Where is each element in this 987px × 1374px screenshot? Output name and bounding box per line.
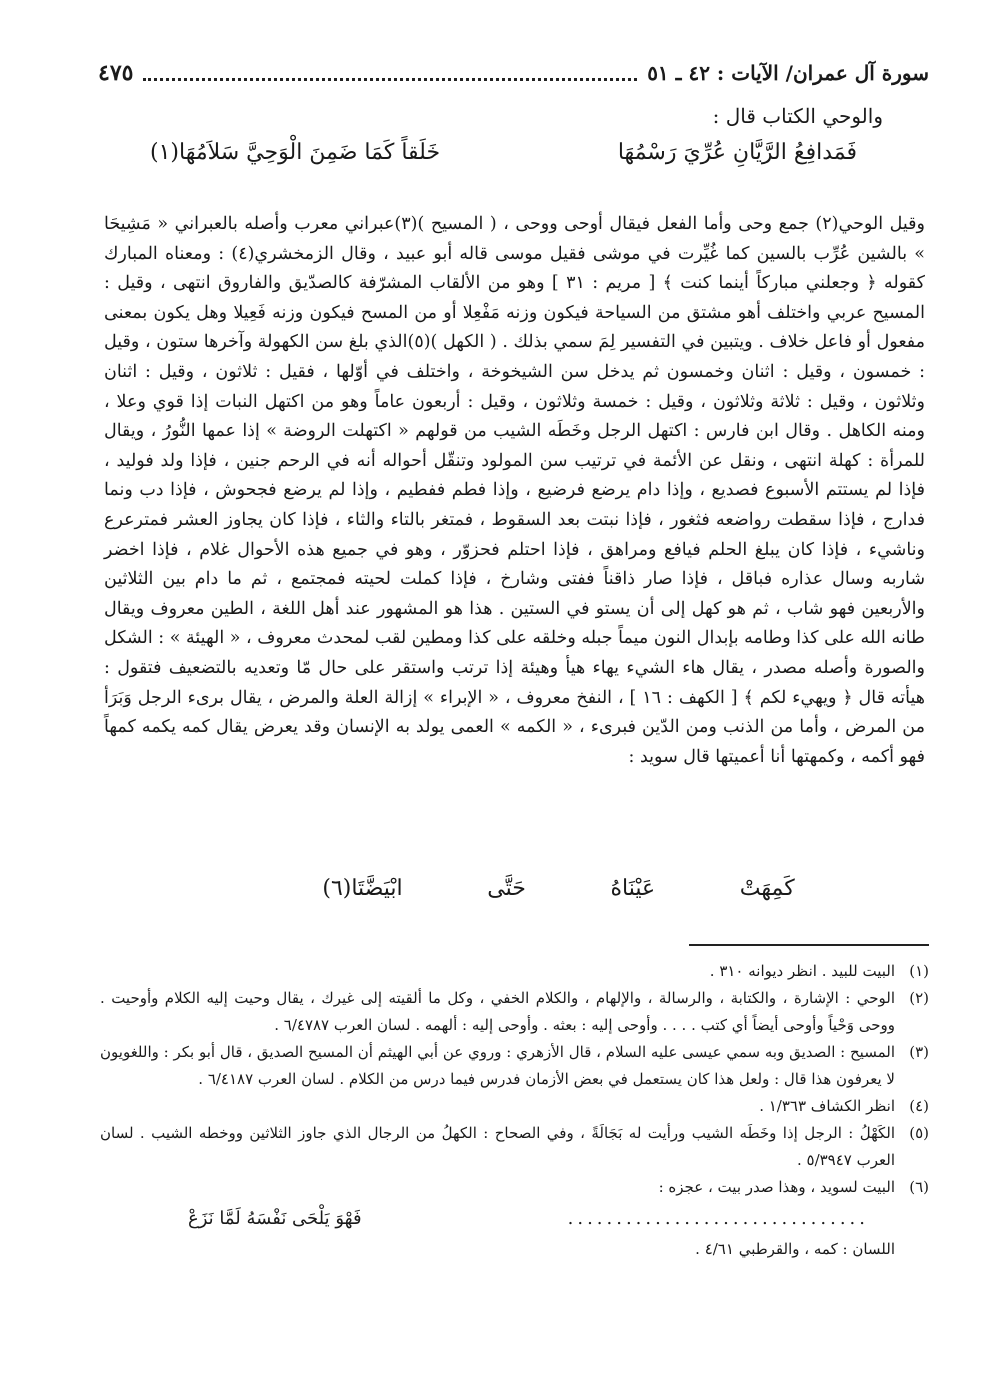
main-text — [104, 210, 925, 772]
poem-ellipsis: ............................... — [567, 1208, 869, 1229]
verse-first-hemistich: فَمَدافِعُ الرَّيَّانِ عُرِّيَ رَسْمُهَا — [617, 140, 857, 165]
poem-hemistich: فَهْوَ يَلْحَى نَفْسَهُ لَمَّا نَزَعْ — [188, 1208, 362, 1229]
verse-second-hemistich: خَلَقاً كَمَا ضَمِنَ الْوَحِيَّ سَلاَمُهَا(١) — [150, 140, 441, 165]
footnote — [100, 1120, 929, 1174]
footnote-source: اللسان : كمه ، والقرطبي ٤/٦١ . — [695, 1240, 895, 1258]
footnote-text: المسيح : الصديق وبه سمي عيسى عليه السلام ، قال الأزهري : وروي عن أبي الهيثم أن المسيح الصديق ، قال أبو بكر : واللغويون لا يعرفون هذا قال : ولعل هذا كان يستعمل في بعض الأزمان فدرس فيما درس من الكلام . لسان العرب ٦/٤١٨٧ . — [100, 1043, 895, 1088]
footnote-number: (٣) — [909, 1043, 929, 1061]
footnotes — [100, 958, 929, 1263]
footnote-text: البيت لسويد ، وهذا صدر بيت ، عجزه : — [658, 1178, 895, 1196]
footnote-poem-line — [188, 1205, 869, 1232]
footnote-separator — [689, 944, 929, 946]
footnote — [100, 958, 929, 985]
footnote-text: البيت للبيد . انظر ديوانه ٣١٠ . — [709, 962, 895, 980]
footnote — [100, 1093, 929, 1120]
page-number: ٤٧٥ — [98, 60, 134, 86]
footnote-number: (٥) — [909, 1124, 929, 1142]
footnote-text: انظر الكشاف ١/٣٦٣ . — [759, 1097, 895, 1115]
main-paragraph: وقيل الوحي(٢) جمع وحى وأما الفعل فيقال أوحى ووحى ، ( المسيح )(٣)عبراني معرب وأصله بالعبراني « مَشِيحَا » بالشين عُرِّب بالسين كما غُيِّرت في موشى فقيل موسى قاله أبو عبيد ، وقال الزمخشري(٤) : ومعناه المبارك كقوله ﴿ وجعلني مباركاً أينما كنت ﴾ [ مريم : ٣١ ] وهو من الألقاب المشرّفة كالصدّيق والفاروق انتهى ، وقيل : المسيح عربي واختلف أهو مشتق من السياحة فيكون وزنه مَفْعِلا أو من المسح فيكون وزنه فَعِيلا وهل يكون بمعنى مفعول أو فاعل خلاف . ويتبين في التفسير لِمَ سمي بذلك . ( الكهل )(٥)الذي بلغ سن الكهولة وآخرها ستون ، وقيل : خمسون ، وقيل : اثنان وخمسون ثم يدخل سن الشيخوخة ، واختلف في أوّلها ، فقيل : ثلاثون ، وقيل : اثنان وثلاثون ، وقيل : ثلاثة وثلاثون ، وقيل : خمسة وثلاثون ، وقيل : أربعون عاماً وهو من اكتهل النبات إذا قوي وعلا ، ومنه الكاهل . وقال ابن فارس : اكتهل الرجل وخَطَه الشيب من قولهم « اكتهلت الروضة » إذا عمها النُّورُ ، ويقال للمرأة : كهلة انتهى ، ونقل عن الأئمة في ترتيب سن المولود وتنقّل أحواله أنه في الرحم جنين ، فإذا ولد فوليد ، فإذا لم يستتم الأسبوع فصديع ، وإذا دام يرضع فرضيع ، وإذا فطم ففطيم ، وإذا لم يرضع فجحوش ، فإذا دب ونما فدارج ، فإذا سقطت رواضعه فثغور ، فإذا نبتت بعد السقوط ، فمتغر بالتاء والثاء ، فإذا كان يجاوز العشر فمترعرع وناشيء ، فإذا كان يبلغ الحلم فيافع ومراهق ، فإذا احتلم فحزوّر ، وهو في جميع هذه الأحوال غلام ، فإذا اخضر شاربه وسال عذاره فباقل ، فإذا صار ذاقناً ففتى وشارخ ، فإذا كملت لحيته فمجتمع ، ثم ما دام بين الثلاثين والأربعين فهو شاب ، ثم هو كهل إلى أن يستو في الستين . هذا هو المشهور عند أهل اللغة ، الطين معروف ويقال طانه الله على كذا وطامه بإبدال النون ميماً جبله وخلقه على كذا ومطين لقب لمحدث معروف ، « الهيئة » : الشكل والصورة وأصله مصدر ، يقال هاء الشيء يهاء هيأ وهيئة إذا ترتب واستقر على حال مّا وتعديه بالتضعيف فتقول : هيأته قال ﴿ ويهيء لكم ﴾ [ الكهف : ١٦ ] ، النفخ معروف ، « الإبراء » إزالة العلة والمرض ، يقال برىء الرجل وَبَرَأ من المرض ، وأما من الذنب ومن الدّين فبرىء ، « الكمه » العمى يولد به الإنسان وقد يعرض يقال كمه يكمه كمهاً فهو أكمه ، وكمهتها أنا أعميتها قال سويد : — [104, 214, 925, 767]
poem-verse-1 — [150, 140, 857, 165]
verse-word: كَمِهَتْ — [739, 876, 795, 901]
footnote-number: (٦) — [909, 1178, 929, 1196]
dotted-leader — [143, 66, 637, 81]
verse-word: عَيْنَاهُ — [610, 876, 656, 901]
running-header — [98, 56, 929, 90]
footnote — [100, 985, 929, 1039]
footnote — [100, 1174, 929, 1201]
footnote-number: (٤) — [909, 1097, 929, 1115]
verse-word: حَتَّى — [487, 876, 526, 901]
footnote-text: الوحي : الإشارة ، والكتابة ، والرسالة ، والإلهام ، والكلام الخفي ، وكل ما ألقيته إلى غيرك ، يقال وحيت إليه الكلام وأوحيت . ووحى وَحْياً وأوحى أيضاً أي كتب . . . . وأوحى إليه : بعثه . وأوحى إليه : ألهمه . لسان العرب ٦/٤٧٨٧ . — [100, 989, 895, 1034]
footnote-number: (١) — [909, 962, 929, 980]
poem-verse-2 — [280, 876, 837, 901]
intro-line: والوحي الكتاب قال : — [712, 104, 883, 128]
chapter-title: سورة آل عمران/ الآيات : ٤٢ ـ ٥١ — [647, 61, 929, 85]
footnote-number: (٢) — [909, 989, 929, 1007]
verse-word: ابْيَضَّتَا(٦) — [322, 876, 403, 901]
footnote-text: الكَهْلُ : الرجل إذا وخَطَه الشيب ورأيت له بَجَالَةً ، وفي الصحاح : الكهلُ من الرجال الذي جاوز الثلاثين ووخطه الشيب . لسان العرب ٥/٣٩٤٧ . — [100, 1124, 895, 1169]
footnote — [100, 1039, 929, 1093]
